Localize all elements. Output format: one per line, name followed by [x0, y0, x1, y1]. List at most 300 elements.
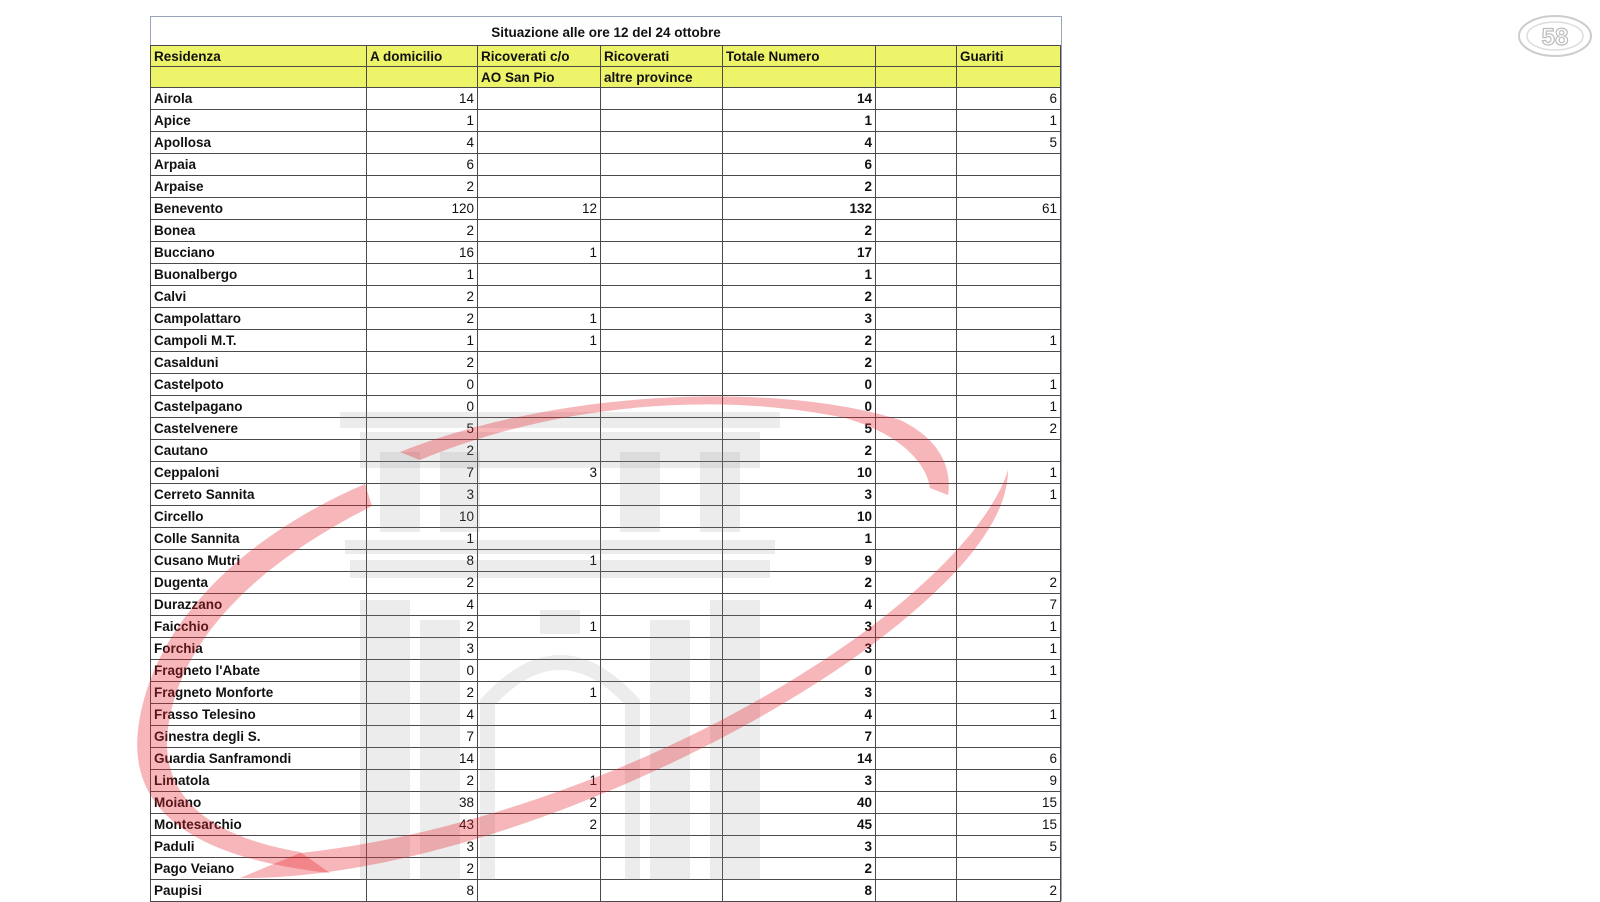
table-row: [151, 616, 1061, 638]
san-pio-cell: 1: [478, 682, 601, 704]
table-row: [151, 330, 1061, 352]
table-row: [151, 484, 1061, 506]
residenza-cell: Bucciano: [151, 242, 367, 264]
altre-province-cell: [601, 550, 723, 572]
residenza-cell: Ginestra degli S.: [151, 726, 367, 748]
guariti-cell: 15: [957, 792, 1061, 814]
residenza-cell: Frasso Telesino: [151, 704, 367, 726]
table-row: [151, 704, 1061, 726]
domicilio-cell: 14: [367, 748, 478, 770]
residenza-cell: Buonalbergo: [151, 264, 367, 286]
residenza-cell: Cautano: [151, 440, 367, 462]
empty-cell: [876, 110, 957, 132]
domicilio-cell: 1: [367, 528, 478, 550]
table-row: [151, 220, 1061, 242]
san-pio-cell: 1: [478, 770, 601, 792]
guariti-cell: 9: [957, 770, 1061, 792]
document-title: Situazione alle ore 12 del 24 ottobre: [491, 25, 721, 40]
domicilio-cell: 2: [367, 616, 478, 638]
table-row: [151, 198, 1061, 220]
empty-cell: [876, 616, 957, 638]
totale-cell: 2: [723, 330, 876, 352]
empty-cell: [876, 242, 957, 264]
guariti-cell: [957, 352, 1061, 374]
residenza-cell: Paupisi: [151, 880, 367, 902]
domicilio-cell: 14: [367, 88, 478, 110]
empty-cell: [876, 880, 957, 902]
totale-cell: 4: [723, 704, 876, 726]
san-pio-cell: [478, 506, 601, 528]
altre-province-cell: [601, 726, 723, 748]
residenza-cell: Castelpoto: [151, 374, 367, 396]
domicilio-cell: 4: [367, 132, 478, 154]
guariti-cell: 1: [957, 704, 1061, 726]
channel-logo-text: 58: [1541, 24, 1569, 51]
guariti-cell: 7: [957, 594, 1061, 616]
domicilio-cell: 1: [367, 264, 478, 286]
san-pio-cell: [478, 286, 601, 308]
table-row: [151, 396, 1061, 418]
table-row: [151, 308, 1061, 330]
table-row: [151, 352, 1061, 374]
altre-province-cell: [601, 704, 723, 726]
empty-cell: [876, 198, 957, 220]
altre-province-cell: [601, 484, 723, 506]
table-row: [151, 726, 1061, 748]
totale-cell: 4: [723, 594, 876, 616]
table-row: [151, 880, 1061, 902]
residenza-cell: Forchia: [151, 638, 367, 660]
totale-cell: 2: [723, 286, 876, 308]
totale-cell: 40: [723, 792, 876, 814]
empty-cell: [876, 528, 957, 550]
totale-cell: 0: [723, 660, 876, 682]
domicilio-cell: 2: [367, 440, 478, 462]
empty-cell: [876, 836, 957, 858]
table-row: [151, 660, 1061, 682]
guariti-cell: 1: [957, 638, 1061, 660]
guariti-cell: 6: [957, 88, 1061, 110]
residenza-cell: Fragneto l'Abate: [151, 660, 367, 682]
altre-province-cell: [601, 418, 723, 440]
table-row: [151, 748, 1061, 770]
guariti-cell: [957, 286, 1061, 308]
altre-province-cell: [601, 814, 723, 836]
table-row: [151, 418, 1061, 440]
totale-cell: 3: [723, 638, 876, 660]
domicilio-cell: 7: [367, 462, 478, 484]
domicilio-cell: 2: [367, 770, 478, 792]
san-pio-cell: [478, 154, 601, 176]
san-pio-cell: [478, 132, 601, 154]
residenza-cell: Montesarchio: [151, 814, 367, 836]
table-row: [151, 286, 1061, 308]
san-pio-cell: [478, 528, 601, 550]
domicilio-cell: 2: [367, 220, 478, 242]
table-row: [151, 814, 1061, 836]
guariti-cell: 1: [957, 616, 1061, 638]
document-sheet: [150, 16, 1062, 901]
domicilio-cell: 3: [367, 836, 478, 858]
domicilio-cell: 2: [367, 572, 478, 594]
table-row: [151, 682, 1061, 704]
channel-logo-icon: [1517, 14, 1593, 58]
altre-province-cell: [601, 770, 723, 792]
residenza-cell: Pago Veiano: [151, 858, 367, 880]
san-pio-cell: [478, 858, 601, 880]
empty-cell: [876, 638, 957, 660]
altre-province-cell: [601, 242, 723, 264]
guariti-cell: [957, 154, 1061, 176]
san-pio-cell: 2: [478, 814, 601, 836]
guariti-cell: [957, 308, 1061, 330]
domicilio-cell: 2: [367, 308, 478, 330]
altre-province-cell: [601, 858, 723, 880]
residenza-cell: Ceppaloni: [151, 462, 367, 484]
totale-cell: 7: [723, 726, 876, 748]
residenza-cell: Faicchio: [151, 616, 367, 638]
residenza-cell: Guardia Sanframondi: [151, 748, 367, 770]
altre-province-cell: [601, 572, 723, 594]
guariti-cell: 2: [957, 880, 1061, 902]
altre-province-cell: [601, 836, 723, 858]
san-pio-cell: [478, 726, 601, 748]
totale-cell: 2: [723, 352, 876, 374]
altre-province-cell: [601, 88, 723, 110]
altre-province-cell: [601, 506, 723, 528]
residenza-cell: Castelpagano: [151, 396, 367, 418]
header-cell: [957, 67, 1061, 88]
domicilio-cell: 3: [367, 484, 478, 506]
san-pio-cell: 1: [478, 330, 601, 352]
san-pio-cell: [478, 220, 601, 242]
san-pio-cell: 1: [478, 242, 601, 264]
guariti-cell: 1: [957, 374, 1061, 396]
guariti-cell: 5: [957, 836, 1061, 858]
guariti-cell: 1: [957, 484, 1061, 506]
guariti-cell: [957, 264, 1061, 286]
totale-cell: 14: [723, 88, 876, 110]
domicilio-cell: 1: [367, 110, 478, 132]
guariti-cell: [957, 440, 1061, 462]
empty-cell: [876, 484, 957, 506]
empty-cell: [876, 330, 957, 352]
san-pio-cell: 1: [478, 308, 601, 330]
domicilio-cell: 5: [367, 418, 478, 440]
empty-cell: [876, 748, 957, 770]
totale-cell: 2: [723, 440, 876, 462]
residenza-cell: Casalduni: [151, 352, 367, 374]
header-cell: [876, 67, 957, 88]
san-pio-cell: [478, 704, 601, 726]
totale-cell: 5: [723, 418, 876, 440]
totale-cell: 10: [723, 506, 876, 528]
header-cell: [367, 67, 478, 88]
empty-cell: [876, 682, 957, 704]
domicilio-cell: 1: [367, 330, 478, 352]
san-pio-cell: [478, 836, 601, 858]
altre-province-cell: [601, 792, 723, 814]
totale-cell: 9: [723, 550, 876, 572]
guariti-cell: [957, 726, 1061, 748]
domicilio-cell: 2: [367, 682, 478, 704]
empty-cell: [876, 286, 957, 308]
header-row-2: [151, 67, 1061, 88]
empty-cell: [876, 660, 957, 682]
empty-cell: [876, 594, 957, 616]
domicilio-cell: 38: [367, 792, 478, 814]
header-cell: Ricoverati: [601, 46, 723, 67]
empty-cell: [876, 572, 957, 594]
totale-cell: 1: [723, 528, 876, 550]
san-pio-cell: [478, 418, 601, 440]
san-pio-cell: [478, 88, 601, 110]
residenza-cell: Moiano: [151, 792, 367, 814]
totale-cell: 45: [723, 814, 876, 836]
altre-province-cell: [601, 462, 723, 484]
empty-cell: [876, 308, 957, 330]
totale-cell: 14: [723, 748, 876, 770]
guariti-cell: [957, 528, 1061, 550]
empty-cell: [876, 374, 957, 396]
san-pio-cell: [478, 440, 601, 462]
residenza-cell: Paduli: [151, 836, 367, 858]
residenza-cell: Benevento: [151, 198, 367, 220]
domicilio-cell: 2: [367, 176, 478, 198]
san-pio-cell: [478, 880, 601, 902]
table-row: [151, 858, 1061, 880]
empty-cell: [876, 264, 957, 286]
residenza-cell: Colle Sannita: [151, 528, 367, 550]
guariti-cell: 2: [957, 418, 1061, 440]
header-cell: [723, 67, 876, 88]
header-row-1: [151, 46, 1061, 67]
guariti-cell: 15: [957, 814, 1061, 836]
altre-province-cell: [601, 176, 723, 198]
altre-province-cell: [601, 440, 723, 462]
guariti-cell: 61: [957, 198, 1061, 220]
table-row: [151, 88, 1061, 110]
totale-cell: 3: [723, 836, 876, 858]
header-cell: [151, 67, 367, 88]
san-pio-cell: 12: [478, 198, 601, 220]
domicilio-cell: 43: [367, 814, 478, 836]
table-row: [151, 374, 1061, 396]
totale-cell: 132: [723, 198, 876, 220]
altre-province-cell: [601, 132, 723, 154]
san-pio-cell: 1: [478, 550, 601, 572]
domicilio-cell: 10: [367, 506, 478, 528]
empty-cell: [876, 506, 957, 528]
guariti-cell: 1: [957, 396, 1061, 418]
domicilio-cell: 0: [367, 660, 478, 682]
altre-province-cell: [601, 528, 723, 550]
empty-cell: [876, 726, 957, 748]
residenza-cell: Arpaia: [151, 154, 367, 176]
guariti-cell: 5: [957, 132, 1061, 154]
guariti-cell: [957, 220, 1061, 242]
totale-cell: 0: [723, 396, 876, 418]
data-table: [150, 45, 1061, 902]
altre-province-cell: [601, 308, 723, 330]
domicilio-cell: 16: [367, 242, 478, 264]
guariti-cell: 1: [957, 110, 1061, 132]
altre-province-cell: [601, 374, 723, 396]
san-pio-cell: 1: [478, 616, 601, 638]
residenza-cell: Circello: [151, 506, 367, 528]
header-cell: [876, 46, 957, 67]
san-pio-cell: [478, 572, 601, 594]
residenza-cell: Apollosa: [151, 132, 367, 154]
domicilio-cell: 0: [367, 374, 478, 396]
domicilio-cell: 4: [367, 594, 478, 616]
domicilio-cell: 120: [367, 198, 478, 220]
empty-cell: [876, 704, 957, 726]
altre-province-cell: [601, 154, 723, 176]
san-pio-cell: [478, 396, 601, 418]
residenza-cell: Cusano Mutri: [151, 550, 367, 572]
domicilio-cell: 4: [367, 704, 478, 726]
empty-cell: [876, 352, 957, 374]
san-pio-cell: [478, 374, 601, 396]
table-row: [151, 638, 1061, 660]
table-row: [151, 836, 1061, 858]
guariti-cell: 1: [957, 462, 1061, 484]
totale-cell: 2: [723, 220, 876, 242]
altre-province-cell: [601, 264, 723, 286]
san-pio-cell: [478, 748, 601, 770]
altre-province-cell: [601, 352, 723, 374]
empty-cell: [876, 770, 957, 792]
table-row: [151, 264, 1061, 286]
totale-cell: 17: [723, 242, 876, 264]
header-cell: A domicilio: [367, 46, 478, 67]
residenza-cell: Limatola: [151, 770, 367, 792]
altre-province-cell: [601, 638, 723, 660]
residenza-cell: Bonea: [151, 220, 367, 242]
residenza-cell: Campoli M.T.: [151, 330, 367, 352]
guariti-cell: 2: [957, 572, 1061, 594]
domicilio-cell: 8: [367, 550, 478, 572]
residenza-cell: Fragneto Monforte: [151, 682, 367, 704]
residenza-cell: Airola: [151, 88, 367, 110]
domicilio-cell: 2: [367, 352, 478, 374]
totale-cell: 8: [723, 880, 876, 902]
altre-province-cell: [601, 110, 723, 132]
residenza-cell: Arpaise: [151, 176, 367, 198]
table-row: [151, 528, 1061, 550]
totale-cell: 4: [723, 132, 876, 154]
empty-cell: [876, 814, 957, 836]
empty-cell: [876, 462, 957, 484]
totale-cell: 0: [723, 374, 876, 396]
guariti-cell: 1: [957, 330, 1061, 352]
totale-cell: 1: [723, 110, 876, 132]
totale-cell: 1: [723, 264, 876, 286]
empty-cell: [876, 440, 957, 462]
san-pio-cell: [478, 110, 601, 132]
header-cell: Guariti: [957, 46, 1061, 67]
san-pio-cell: 2: [478, 792, 601, 814]
guariti-cell: 6: [957, 748, 1061, 770]
residenza-cell: Campolattaro: [151, 308, 367, 330]
altre-province-cell: [601, 748, 723, 770]
altre-province-cell: [601, 682, 723, 704]
table-row: [151, 176, 1061, 198]
altre-province-cell: [601, 198, 723, 220]
empty-cell: [876, 88, 957, 110]
altre-province-cell: [601, 880, 723, 902]
table-row: [151, 572, 1061, 594]
san-pio-cell: [478, 484, 601, 506]
totale-cell: 3: [723, 682, 876, 704]
table-row: [151, 154, 1061, 176]
guariti-cell: 1: [957, 660, 1061, 682]
header-cell: AO San Pio: [478, 67, 601, 88]
empty-cell: [876, 176, 957, 198]
residenza-cell: Durazzano: [151, 594, 367, 616]
header-cell: Residenza: [151, 46, 367, 67]
domicilio-cell: 7: [367, 726, 478, 748]
totale-cell: 2: [723, 176, 876, 198]
domicilio-cell: 0: [367, 396, 478, 418]
san-pio-cell: [478, 660, 601, 682]
domicilio-cell: 3: [367, 638, 478, 660]
san-pio-cell: [478, 594, 601, 616]
table-row: [151, 594, 1061, 616]
residenza-cell: Cerreto Sannita: [151, 484, 367, 506]
totale-cell: 3: [723, 484, 876, 506]
empty-cell: [876, 550, 957, 572]
guariti-cell: [957, 550, 1061, 572]
san-pio-cell: [478, 352, 601, 374]
header-cell: altre province: [601, 67, 723, 88]
header-cell: Totale Numero: [723, 46, 876, 67]
totale-cell: 10: [723, 462, 876, 484]
residenza-cell: Dugenta: [151, 572, 367, 594]
table-row: [151, 550, 1061, 572]
totale-cell: 2: [723, 572, 876, 594]
empty-cell: [876, 220, 957, 242]
guariti-cell: [957, 682, 1061, 704]
empty-cell: [876, 858, 957, 880]
domicilio-cell: 2: [367, 286, 478, 308]
empty-cell: [876, 418, 957, 440]
residenza-cell: Castelvenere: [151, 418, 367, 440]
domicilio-cell: 8: [367, 880, 478, 902]
altre-province-cell: [601, 330, 723, 352]
domicilio-cell: 2: [367, 858, 478, 880]
san-pio-cell: [478, 638, 601, 660]
empty-cell: [876, 792, 957, 814]
table-row: [151, 770, 1061, 792]
empty-cell: [876, 132, 957, 154]
guariti-cell: [957, 242, 1061, 264]
altre-province-cell: [601, 220, 723, 242]
altre-province-cell: [601, 616, 723, 638]
table-row: [151, 792, 1061, 814]
altre-province-cell: [601, 286, 723, 308]
san-pio-cell: 3: [478, 462, 601, 484]
altre-province-cell: [601, 660, 723, 682]
san-pio-cell: [478, 176, 601, 198]
table-row: [151, 462, 1061, 484]
table-row: [151, 242, 1061, 264]
totale-cell: 2: [723, 858, 876, 880]
totale-cell: 6: [723, 154, 876, 176]
header-cell: Ricoverati c/o: [478, 46, 601, 67]
totale-cell: 3: [723, 770, 876, 792]
